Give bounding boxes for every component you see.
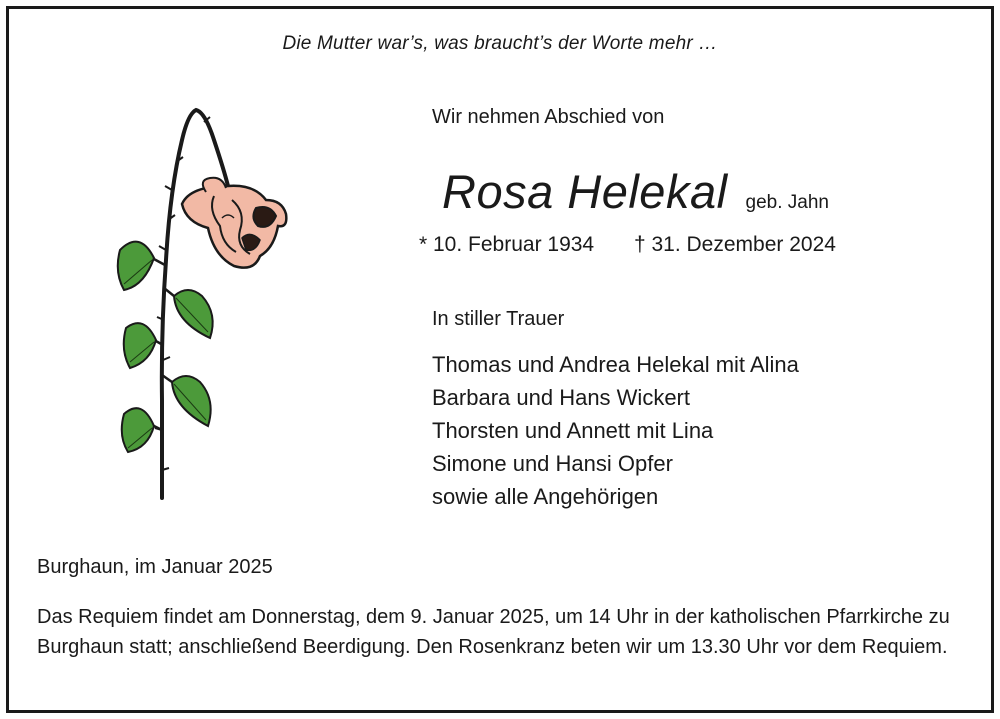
- requiem-info: Das Requiem findet am Donnerstag, dem 9. Januar 2025, um 14 Uhr in der katholischen Pfarrkirche zu Burghaun statt; anschließend Beerdigung. Den Rosenkranz beten wir um 13.30 Uhr vor dem Requiem.: [37, 606, 950, 658]
- death-date: † 31. Dezember 2024: [633, 233, 836, 256]
- maiden-name: geb. Jahn: [745, 192, 829, 213]
- family-member: Simone und Hansi Opfer: [432, 451, 673, 476]
- deceased-name-row: [442, 164, 829, 219]
- family-member: Thorsten und Annett mit Lina: [432, 418, 714, 443]
- deceased-name: Rosa Helekal: [442, 165, 728, 218]
- life-dates: [419, 233, 836, 257]
- birth-date: * 10. Februar 1934: [419, 233, 595, 256]
- leaf-icon: [124, 323, 156, 368]
- leaf-icon: [118, 242, 154, 290]
- family-member: sowie alle Angehörigen: [432, 484, 659, 509]
- family-member: Barbara und Hans Wickert: [432, 385, 690, 410]
- rose-blossom: [182, 178, 286, 268]
- family-member: Thomas und Andrea Helekal mit Alina: [432, 352, 799, 377]
- farewell-intro: Wir nehmen Abschied von: [432, 106, 665, 128]
- wilted-rose-icon: [110, 100, 310, 510]
- mourning-line: In stiller Trauer: [432, 308, 565, 330]
- place-date: Burghaun, im Januar 2025: [37, 556, 273, 578]
- family-list: [432, 348, 799, 513]
- motto-quote: Die Mutter war’s, was braucht’s der Worte mehr …: [282, 33, 718, 54]
